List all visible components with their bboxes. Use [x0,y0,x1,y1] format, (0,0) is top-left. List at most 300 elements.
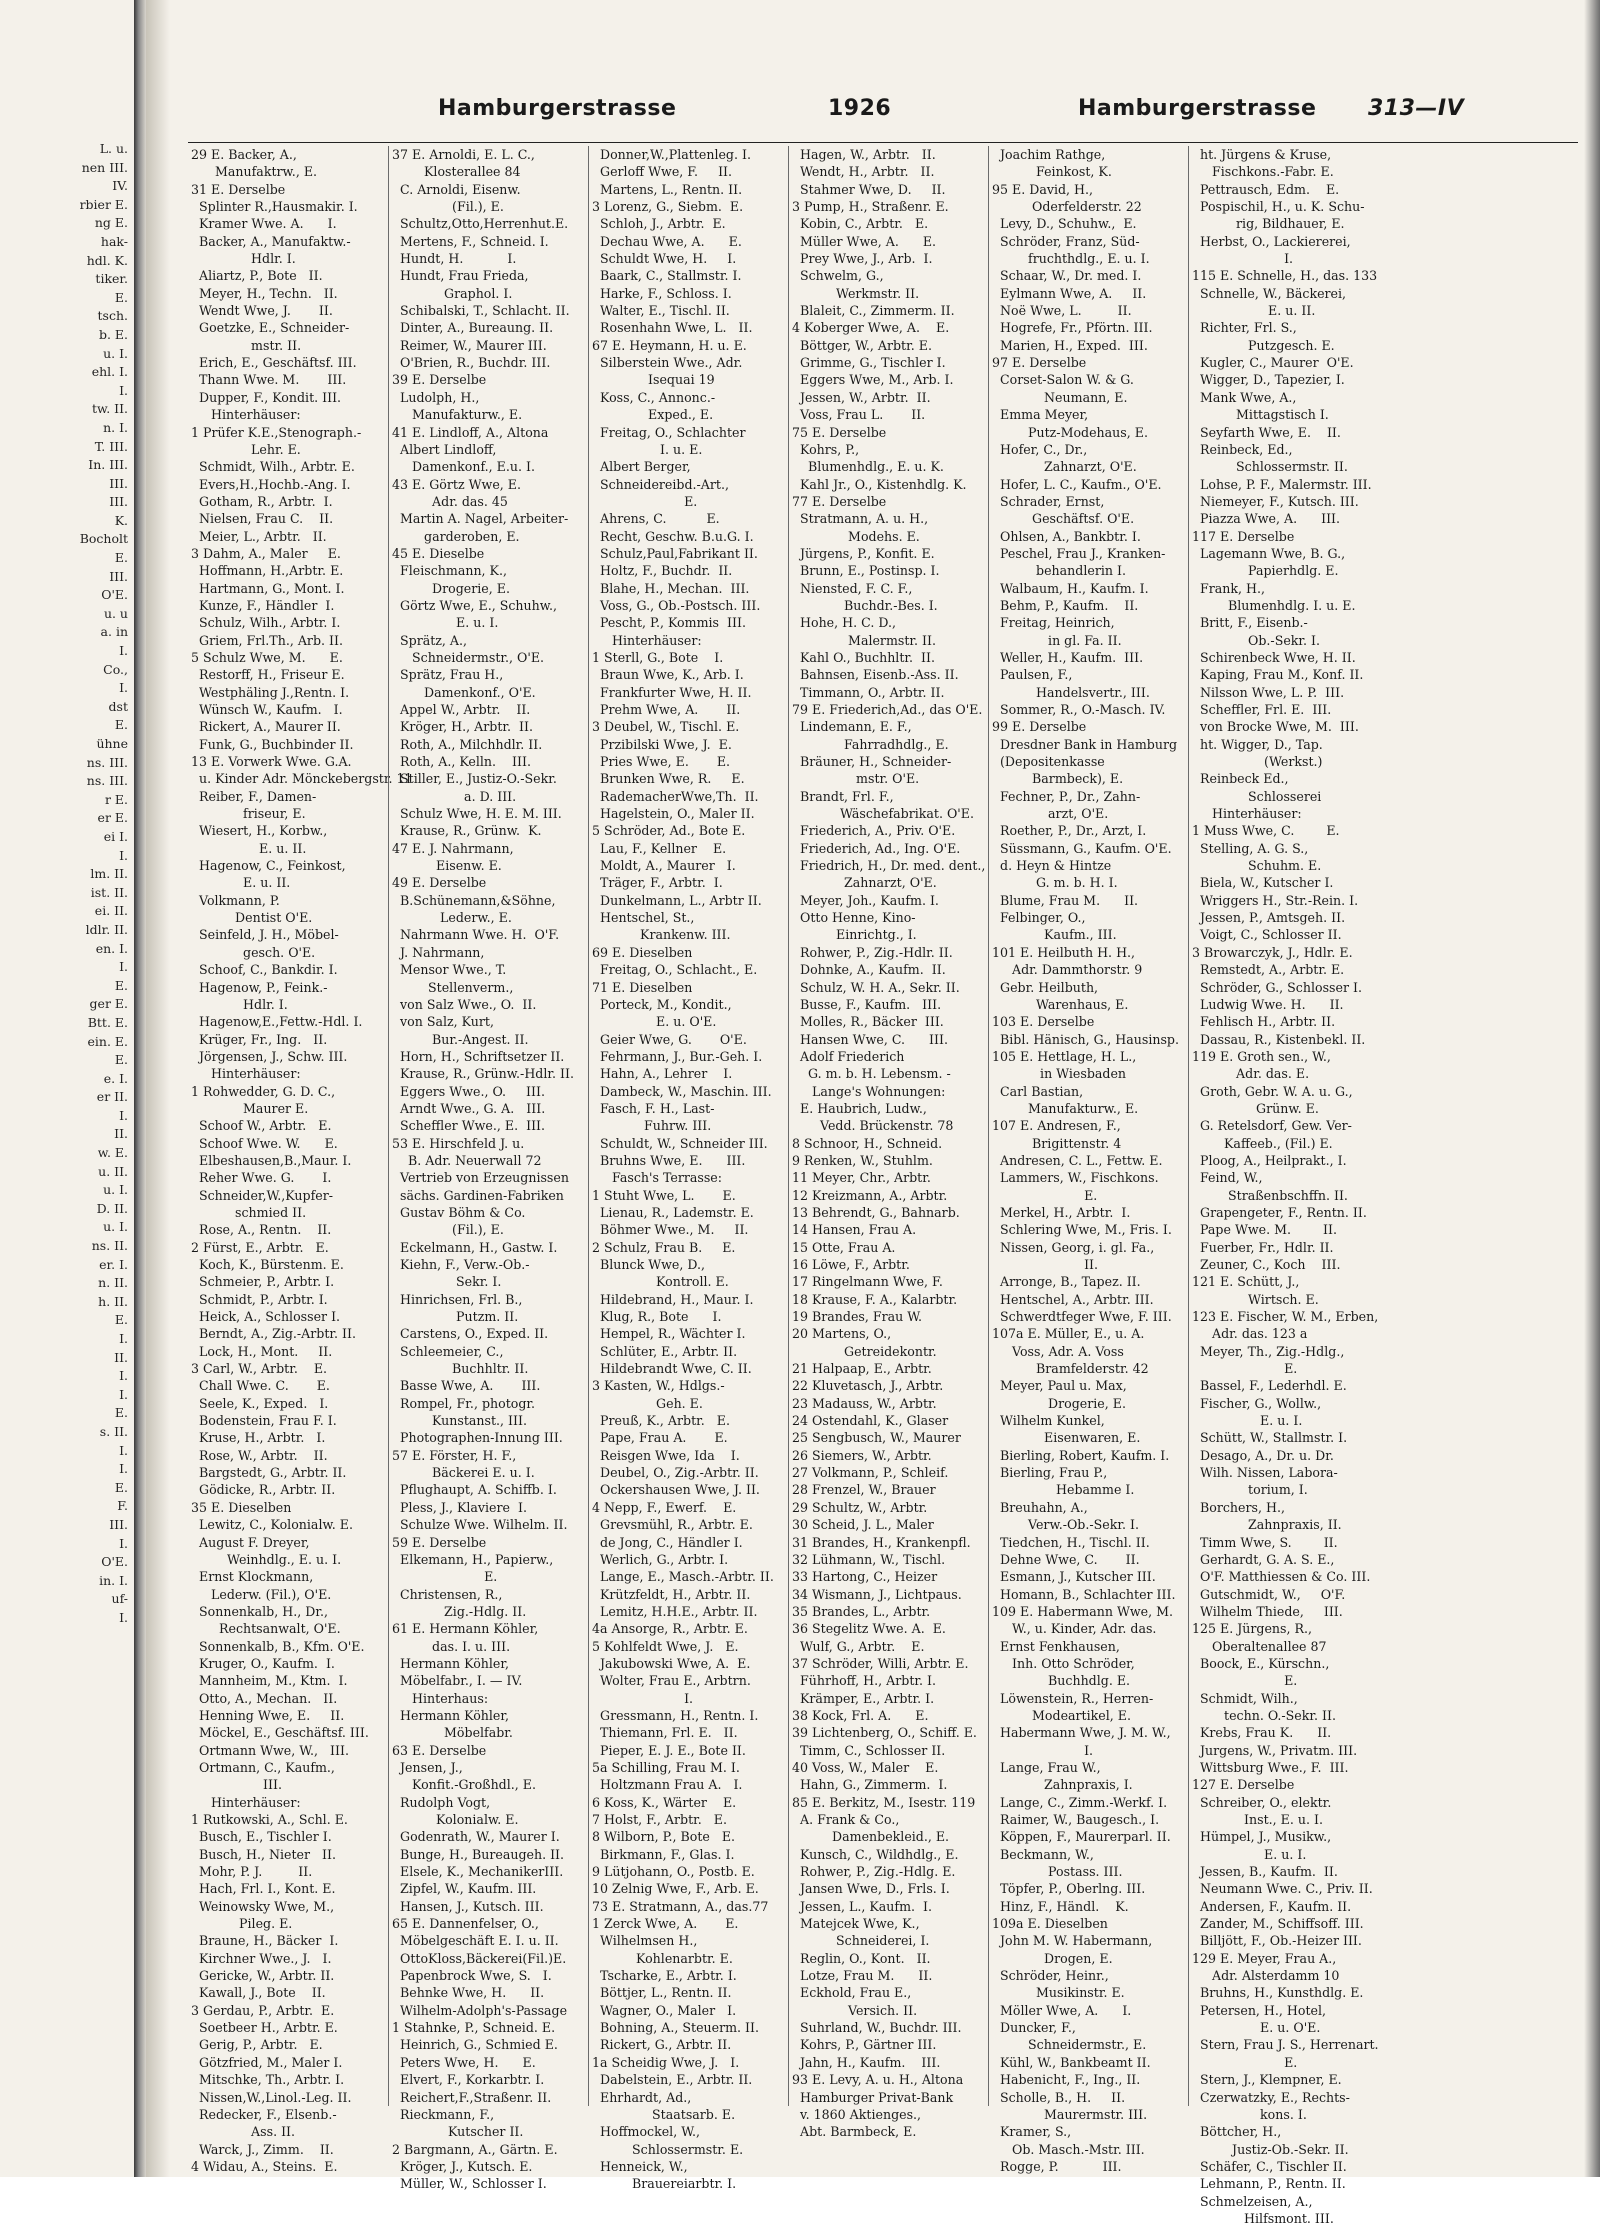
directory-entry-line: Schloh, J., Arbtr. E. [592,216,726,232]
directory-entry-line: Warck, J., Zimm. II. [191,2141,334,2157]
directory-entry-line: Braun Wwe, K., Arb. I. [592,667,744,683]
directory-entry-line: Roth, A., Kelln. III. [392,754,531,770]
directory-entry-line: von Salz, Kurt, [392,1014,494,1030]
directory-entry-line: Merkel, H., Arbtr. I. [992,1204,1131,1220]
facing-page-line: e. I. [103,1070,128,1086]
directory-entry-line: Eisenwaren, E. [992,1430,1141,1446]
directory-entry-line: Arndt Wwe., G. A. III. [392,1100,546,1116]
directory-column-6 [1188,146,1385,2226]
street-title-left: Hamburgerstrasse [438,96,677,121]
directory-entry-line: Moldt, A., Maurer I. [592,858,736,874]
directory-entry-line: Lehr. E. [191,441,301,457]
directory-page [188,90,1578,2226]
directory-entry-line: Ortmann Wwe, W., III. [191,1742,349,1758]
street-title-right: Hamburgerstrasse [1078,96,1317,121]
directory-entry-line: Gericke, W., Arbtr. II. [191,1968,335,1984]
facing-page-line: dst [108,698,128,714]
directory-entry-line: Bargstedt, G., Arbtr. II. [191,1465,347,1481]
facing-page-line: E. [114,977,128,993]
directory-entry-line: 28 Frenzel, W., Brauer [792,1482,936,1498]
facing-page-line: I. [119,643,128,659]
directory-entry-line: Schmelzeisen, A., [1192,2193,1313,2209]
directory-entry-line: ht. Wigger, D., Tap. [1192,736,1323,752]
directory-entry-line: Schneidermstr., O'E. [392,649,545,665]
directory-entry-line: Schlossermstr. II. [1192,459,1348,475]
directory-entry-line: Zig.-Hdlg. II. [392,1603,527,1619]
directory-entry-line: Sprätz, Frau H., [392,667,504,683]
directory-entry-line: Vedd. Brückenstr. 78 [792,1118,954,1134]
directory-entry-line: Blahe, H., Mechan. III. [592,580,750,596]
directory-entry-line: Kunsch, C., Wildhdlg., E. [792,1846,959,1862]
directory-entry-line: J. Nahrmann, [392,944,485,960]
directory-entry-line: Lohse, P. F., Malermstr. III. [1192,476,1372,492]
directory-entry-line: Recht, Geschw. B.u.G. I. [592,528,754,544]
directory-entry-line: August F. Dreyer, [191,1534,310,1550]
directory-entry-line: Weller, H., Kaufm. III. [992,649,1144,665]
directory-entry-line: Seyfarth Wwe, E. II. [1192,424,1341,440]
directory-entry-line: Kirchner Wwe., J. I. [191,1950,332,1966]
directory-entry-line: Eisenw. E. [392,858,502,874]
directory-column-4 [788,146,986,2140]
facing-page-line: ldlr. II. [85,921,128,937]
directory-entry-line: Bäckerei E. u. I. [392,1465,535,1481]
directory-entry-line: 1 Stuht Wwe, L. E. [592,1187,736,1203]
directory-entry-line: Müller, W., Schlosser I. [392,2176,547,2192]
directory-entry-line: Inh. Otto Schröder, [992,1655,1135,1671]
facing-page-line: E. [114,550,128,566]
directory-entry-line: Drogen, E. [992,1950,1113,1966]
directory-entry-line: 32 Lühmann, W., Tischl. [792,1551,946,1567]
directory-entry-line: 2 Schulz, Frau B. E. [592,1239,736,1255]
facing-page-line: er II. [96,1089,128,1105]
directory-entry-line: Kontroll. E. [592,1274,729,1290]
directory-entry-line: Jensen, J., [392,1759,463,1775]
directory-entry-line: Kunze, F., Händler I. [191,597,335,613]
directory-entry-line: Freitag, Heinrich, [992,615,1115,631]
directory-entry-line: Rose, A., Rentn. II. [191,1222,332,1238]
directory-entry-line: Ob.-Sekr. I. [1192,632,1321,648]
directory-entry-line: Henning Wwe, E. II. [191,1707,345,1723]
directory-entry-line: Putzm. II. [392,1309,519,1325]
directory-entry-line: Krüger, Fr., Ing. II. [191,1031,328,1047]
directory-entry-line: 59 E. Derselbe [392,1534,487,1550]
directory-entry-line: Homann, B., Schlachter III. [992,1586,1176,1602]
directory-entry-line: 29 E. Backer, A., [191,147,297,162]
directory-entry-line: Lammers, W., Fischkons. [992,1170,1159,1186]
directory-entry-line: Scheffler, Frl. E. III. [1192,702,1332,717]
directory-entry-line: 37 E. Arnoldi, E. L. C., [392,147,535,162]
directory-entry-line: Elkemann, H., Papierw., [392,1551,554,1567]
directory-entry-line: 4 Nepp, F., Ewerf. E. [592,1499,737,1515]
directory-entry-line: Godenrath, W., Maurer I. [392,1829,560,1845]
directory-entry-line: behandlerin I. [992,563,1126,579]
directory-entry-line: Wiesert, H., Korbw., [191,823,328,839]
directory-entry-line: Schwerdtfeger Wwe, F. III. [992,1309,1172,1325]
directory-entry-line: Brauereiarbtr. I. [592,2176,737,2192]
directory-entry-line: 99 E. Derselbe [992,719,1087,735]
facing-page-line: E. [114,1312,128,1328]
directory-entry-line: arzt, O'E. [992,806,1109,822]
directory-entry-line: Timm, C., Schlosser II. [792,1742,946,1758]
directory-entry-line: Schleemeier, C., [392,1343,504,1359]
facing-page-line: T. III. [94,438,128,454]
directory-entry-line: Kohrs, P., Gärtner III. [792,2037,937,2053]
directory-entry-line: Möbelfabr., I. — IV. [392,1673,523,1689]
directory-entry-line: Dupper, F., Kondit. III. [191,389,342,405]
directory-column-1 [188,146,413,2174]
directory-entry-line: 31 Brandes, H., Krankenpfl. [792,1534,971,1550]
facing-page-line: ei I. [103,828,128,844]
directory-entry-line: Roether, P., Dr., Arzt, I. [992,823,1147,839]
directory-entry-line: Aliartz, P., Bote II. [191,268,323,284]
directory-entry-line: Piazza Wwe, A. III. [1192,511,1341,527]
directory-entry-line: Christensen, R., [392,1586,503,1602]
directory-entry-line: Böttger, W., Arbtr. E. [792,337,932,353]
directory-entry-line: Ernst Klockmann, [191,1569,314,1585]
directory-entry-line: Grevsmühl, R., Arbtr. E. [592,1517,753,1533]
directory-entry-line: B.Schünemann,&Söhne, [392,892,556,908]
directory-entry-line: techn. O.-Sekr. II. [1192,1707,1336,1723]
directory-entry-line: Britt, F., Eisenb.- [1192,615,1308,631]
directory-entry-line: Schoof W., Arbtr. E. [191,1118,332,1134]
directory-entry-line: Dabelstein, E., Arbtr. II. [592,2072,753,2088]
directory-entry-line: Grünw. E. [1192,1100,1319,1116]
directory-entry-line: Duncker, F., [992,2020,1076,2036]
facing-page-line: hak- [100,233,128,249]
directory-entry-line: Reinbeck, Ed., [1192,441,1293,457]
directory-entry-line: Joachim Rathge, [992,147,1106,162]
directory-entry-line: Fehrmann, J., Bur.-Geh. I. [592,1048,763,1064]
directory-entry-line: Schreiber, O., elektr. [1192,1794,1332,1810]
directory-entry-line: Kaffeeb., (Fil.) E. [1192,1135,1333,1151]
directory-entry-line: 20 Martens, O., [792,1326,892,1342]
directory-entry-line: Wendt Wwe, J. II. [191,303,333,319]
directory-entry-line: Gerhardt, G. A. S. E., [1192,1551,1335,1567]
directory-entry-line: Soetbeer H., Arbtr. E. [191,2020,338,2036]
directory-entry-line: Töpfer, P., Oberlng. III. [992,1881,1146,1897]
facing-page-line: u. I. [103,1182,128,1198]
directory-entry-line: Hahn, A., Lehrer I. [592,1066,733,1082]
directory-entry-line: Dinter, A., Bureaung. II. [392,320,554,336]
directory-entry-line: Schulz, W. H. A., Sekr. II. [792,979,960,995]
directory-entry-line: Bur.-Angest. II. [392,1031,529,1047]
directory-entry-line: Wilh. Nissen, Labora- [1192,1465,1338,1481]
directory-entry-line: 23 Madauss, W., Arbtr. [792,1395,937,1411]
directory-entry-line: Andersen, F., Kaufm. II. [1192,1898,1352,1914]
facing-page-line: III. [109,494,128,510]
facing-page-line: O'E. [101,587,128,603]
directory-entry-line: 3 Kasten, W., Hdlgs.- [592,1378,725,1394]
facing-page-line: rbier E. [79,196,128,212]
directory-entry-line: Möckel, E., Geschäftsf. III. [191,1725,369,1741]
directory-entry-line: Redecker, F., Elsenb.- [191,2106,337,2122]
directory-entry-line: Jurgens, W., Privatm. III. [1192,1742,1358,1758]
directory-entry-line: Kahl O., Buchhltr. II. [792,649,935,665]
directory-entry-line: in Wiesbaden [992,1066,1127,1082]
directory-entry-line: Kutscher II. [392,2124,524,2140]
directory-entry-line: 17 Ringelmann Wwe, F. [792,1274,943,1290]
directory-entry-line: Bassel, F., Lederhdl. E. [1192,1378,1347,1394]
directory-entry-line: G. Retelsdorf, Gew. Ver- [1192,1118,1352,1134]
directory-entry-line: Stellenverm., [392,979,514,995]
directory-entry-line: Hach, Frl. I., Kont. E. [191,1881,336,1897]
directory-entry-line: Fuerber, Fr., Hdlr. II. [1192,1239,1334,1255]
directory-entry-line: Schuhm. E. [1192,858,1322,874]
directory-entry-line: E. [592,493,698,509]
directory-entry-line: Träger, F., Arbtr. I. [592,875,723,891]
directory-entry-line: 40 Voss, W., Maler E. [792,1759,939,1775]
directory-entry-line: Prey Wwe, J., Arb. I. [792,251,933,267]
directory-entry-line: Krützfeldt, H., Arbtr. II. [592,1586,751,1602]
directory-entry-line: Hofer, L. C., Kaufm., O'E. [992,476,1162,492]
directory-entry-line: E. [1192,1361,1298,1377]
directory-entry-line: Borchers, H., [1192,1499,1285,1515]
directory-entry-line: (Depositenkasse [992,754,1105,770]
directory-entry-line: Hümpel, J., Musikw., [1192,1829,1332,1845]
directory-entry-line: E. [1192,2054,1298,2070]
directory-entry-line: Frankfurter Wwe, H. II. [592,684,752,700]
directory-entry-line: Martens, L., Rentn. II. [592,181,743,197]
directory-entry-line: Gressmann, H., Rentn. I. [592,1707,759,1723]
directory-entry-line: Verw.-Ob.-Sekr. I. [992,1517,1139,1533]
directory-entry-line: 1 Rohwedder, G. D. C., [191,1083,336,1099]
directory-entry-line: RademacherWwe,Th. II. [592,788,759,804]
directory-entry-line: Silberstein Wwe., Adr. [592,355,743,371]
directory-entry-line: Schirenbeck Wwe, H. II. [1192,649,1356,665]
directory-entry-line: ht. Jürgens & Kruse, [1192,147,1332,162]
directory-entry-line: 13 E. Vorwerk Wwe. G.A. [191,754,352,770]
directory-entry-line: Kruger, O., Kaufm. I. [191,1655,335,1671]
directory-entry-line: Isequai 19 [592,372,715,388]
directory-entry-line: Busse, F., Kaufm. III. [792,996,942,1012]
directory-entry-line: Hinterhäuser: [191,407,301,423]
directory-entry-line: 26 Siemers, W., Arbtr. [792,1447,932,1463]
directory-entry-line: Hagenow, C., Feinkost, [191,858,346,874]
directory-entry-line: Splinter R.,Hausmakir. I. [191,199,358,215]
directory-entry-line: Albert Berger, [592,459,691,475]
directory-entry-line: Kröger, H., Arbtr. II. [392,719,534,735]
directory-entry-line: Freitag, O., Schlacht., E. [592,962,758,978]
directory-entry-line: Rose, W., Arbtr. II. [191,1447,328,1463]
directory-entry-line: 57 E. Förster, H. F., [392,1447,517,1463]
directory-entry-line: Wriggers H., Str.-Rein. I. [1192,892,1359,908]
directory-entry-line: Köppen, F., Maurerparl. II. [992,1829,1171,1845]
directory-entry-line: Kramer Wwe. A. I. [191,216,337,232]
directory-entry-line: Remstedt, A., Arbtr. E. [1192,962,1345,978]
directory-entry-line: E. u. I. [392,615,499,631]
directory-entry-line: fruchthdlg., E. u. I. [992,251,1150,267]
directory-entry-line: Blume, Frau M. II. [992,892,1139,908]
directory-entry-line: Voigt, C., Schlosser II. [1192,927,1342,943]
directory-entry-line: Evers,H.,Hochb.-Ang. I. [191,476,351,492]
directory-entry-line: Möller Wwe, A. I. [992,2002,1132,2018]
directory-entry-line: 41 E. Lindloff, A., Altona [392,424,549,440]
directory-entry-line: Schulz, Wilh., Arbtr. I. [191,615,341,631]
directory-entry-line: 97 E. Derselbe [992,355,1087,371]
directory-entry-line: Volkmann, P. [191,892,280,908]
directory-entry-line: Ob. Masch.-Mstr. III. [992,2141,1145,2157]
facing-page-line: u. II. [98,1163,128,1179]
directory-entry-line: mstr. II. [191,337,302,353]
directory-entry-line: Lau, F., Kellner E. [592,840,727,856]
facing-page-line: ns. III. [86,754,128,770]
directory-entry-line: Hundt, Frau Frieda, [392,268,529,284]
directory-entry-line: O'F. Matthiessen & Co. III. [1192,1569,1371,1585]
directory-entry-line: Blaleit, C., Zimmerm. II. [792,303,955,319]
directory-entry-line: Appel W., Arbtr. II. [392,702,531,717]
directory-entry-line: Otto, A., Mechan. II. [191,1690,338,1706]
directory-entry-line: 10 Zelnig Wwe, F., Arb. E. [592,1881,759,1897]
directory-entry-line: Deubel, O., Zig.-Arbtr. II. [592,1465,759,1481]
directory-entry-line: Peters Wwe, H. E. [392,2054,536,2070]
directory-entry-line: 61 E. Hermann Köhler, [392,1621,539,1637]
facing-page-line: tw. II. [91,401,128,417]
directory-entry-line: Fasch's Terrasse: [592,1170,723,1186]
directory-entry-line: Mitschke, Th., Arbtr. I. [191,2072,345,2088]
directory-entry-line: Matejcek Wwe, K., [792,1916,920,1932]
directory-entry-line: Dassau, R., Kistenbekl. II. [1192,1031,1366,1047]
directory-entry-line: I. [992,1742,1094,1758]
directory-entry-line: Reiber, F., Damen- [191,788,317,804]
directory-entry-line: Carl Bastian, [992,1083,1084,1099]
directory-entry-line: Pieper, E. J. E., Bote II. [592,1742,746,1758]
directory-entry-line: E. u. II. [1192,303,1316,319]
directory-entry-line: Funk, G., Buchbinder II. [191,736,354,752]
directory-entry-line: Vertrieb von Erzeugnissen [392,1170,569,1186]
directory-entry-line: Manufakturw., E. [392,407,523,423]
facing-page-line: I. [119,847,128,863]
directory-entry-line: Möbelgeschäft E. I. u. II. [392,1933,559,1949]
directory-entry-line: 125 E. Jürgens, R., [1192,1621,1313,1637]
directory-entry-line: Dentist O'E. [191,910,313,926]
facing-page-line: IV. [112,178,128,194]
directory-entry-line: Lewitz, C., Kolonialw. E. [191,1517,353,1533]
directory-entry-line: Bramfelderstr. 42 [992,1361,1149,1377]
directory-entry-line: Backer, A., Manufaktw.- [191,233,351,249]
directory-entry-line: Ludwig Wwe. H. II. [1192,996,1344,1012]
directory-entry-line: Nissen, Georg, i. gl. Fa., [992,1239,1155,1255]
directory-entry-line: Schnelle, W., Bäckerei, [1192,285,1347,301]
directory-entry-line: Schoof, C., Bankdir. I. [191,962,338,978]
directory-entry-line: Hinterhäuser: [1192,806,1302,822]
running-head [188,90,1578,143]
directory-entry-line: (Fil.), E. [392,199,504,215]
facing-page-line: h. II. [98,1293,128,1309]
directory-entry-line: Raimer, W., Baugesch., I. [992,1812,1160,1827]
directory-entry-line: Blumenhdlg. I. u. E. [1192,597,1356,613]
directory-entry-line: Reisgen Wwe, Ida I. [592,1447,740,1463]
directory-entry-line: rig, Bildhauer, E. [1192,216,1345,232]
directory-entry-line: E. u. II. [191,875,291,891]
directory-entry-line: Brunken Wwe, R. E. [592,771,745,787]
directory-entry-line: Reimer, W., Maurer III. [392,337,547,353]
directory-entry-line: Hentschel, A., Arbtr. III. [992,1291,1154,1307]
directory-entry-line: 5 Schulz Wwe, M. E. [191,649,343,665]
directory-entry-line: Hohe, H. C. D., [792,615,896,631]
directory-entry-line: Schlüter, E., Arbtr. II. [592,1343,738,1359]
directory-entry-line: Restorff, H., Friseur E. [191,667,345,683]
directory-entry-line: Pettrausch, Edm. E. [1192,181,1340,197]
directory-entry-line: Kohrs, P., [792,441,860,457]
directory-entry-line: Schoof Wwe. W. E. [191,1135,338,1151]
directory-entry-line: 3 Browarczyk, J., Hdlr. E. [1192,944,1353,960]
directory-entry-line: Adolf Friederich [792,1048,905,1064]
directory-entry-line: Schrader, Ernst, [992,493,1105,509]
directory-entry-line: 15 Otte, Frau A. [792,1239,896,1255]
directory-entry-line: Schuldt Wwe, H. I. [592,251,737,267]
directory-entry-line: Holtz, F., Buchdr. II. [592,563,733,579]
directory-entry-line: 4 Koberger Wwe, A. E. [792,320,950,336]
directory-entry-line: Dresdner Bank in Hamburg [992,736,1178,752]
directory-entry-line: Schaar, W., Dr. med. I. [992,268,1142,284]
directory-entry-line: Schmidt, Wilh., Arbtr. E. [191,459,355,475]
directory-entry-line: Wilhelm Kunkel, [992,1413,1105,1429]
facing-page-line: F. [117,1498,128,1514]
directory-entry-line: Kohlenarbtr. E. [592,1950,733,1966]
directory-entry-line: Peschel, Frau J., Kranken- [992,545,1166,561]
directory-entry-line: 79 E. Friederich,Ad., das O'E. [792,702,983,717]
directory-column-5 [988,146,1185,2174]
directory-entry-line: Rechtsanwalt, O'E. [191,1621,341,1637]
directory-entry-line: Birkmann, F., Glas. I. [592,1846,735,1862]
directory-entry-line: Fasch, F. H., Last- [592,1100,715,1116]
facing-page-line: II. [114,1349,128,1365]
directory-entry-line: mstr. O'E. [792,771,920,787]
directory-entry-line: O'Brien, R., Buchdr. III. [392,355,551,371]
directory-entry-line: Buchhltr. II. [392,1361,529,1377]
facing-page-line: I. [119,1535,128,1551]
directory-entry-line: Ludolph, H., [392,389,480,405]
directory-entry-line: Habenicht, F., Ing., II. [992,2072,1141,2088]
directory-entry-line: Dechau Wwe, A. E. [592,233,742,249]
directory-entry-line: 39 E. Derselbe [392,372,487,388]
directory-entry-line: 73 E. Stratmann, A., das.77 [592,1898,769,1914]
directory-entry-line: Zahnpraxis, II. [1192,1517,1342,1533]
directory-entry-line: 95 E. David, H., [992,181,1094,197]
directory-entry-line: Schulz Wwe, H. E. M. III. [392,806,562,822]
directory-entry-line: Mittagstisch I. [1192,407,1329,423]
directory-entry-line: 49 E. Derselbe [392,875,487,891]
directory-entry-line: Möbelfabr. [392,1725,513,1741]
directory-entry-line: Sprätz, A., [392,632,468,648]
directory-entry-line: Lange, C., Zimm.-Werkf. I. [992,1794,1168,1810]
directory-entry-line: Schütt, W., Stallmstr. I. [1192,1430,1348,1446]
directory-entry-line: Schulz,Paul,Fabrikant II. [592,545,758,561]
directory-entry-line: Hentschel, St., [592,910,695,926]
directory-entry-line: Wäschefabrikat. O'E. [792,806,974,822]
directory-entry-line: E. u. O'E. [1192,2020,1321,2036]
directory-entry-line: Hundt, H. I. [392,251,517,267]
directory-entry-line: Drogerie, E. [992,1395,1126,1411]
directory-entry-line: Hdlr. I. [191,251,296,267]
directory-entry-line: 101 E. Heilbuth H. H., [992,944,1136,960]
directory-entry-line: Meyer, Paul u. Max, [992,1378,1127,1394]
directory-entry-line: 5 Kohlfeldt Wwe, J. E. [592,1638,739,1654]
directory-entry-line: III. [191,1777,282,1793]
directory-entry-line: 35 E. Dieselben [191,1499,292,1515]
directory-entry-line: Ernst Fenkhausen, [992,1638,1120,1654]
directory-entry-line: Carstens, O., Exped. II. [392,1326,549,1342]
directory-entry-line: Elvert, F., Korkarbtr. I. [392,2072,545,2088]
directory-entry-line: Kröger, J., Kutsch. E. [392,2158,533,2174]
directory-entry-line: Freitag, O., Schlachter [592,424,746,440]
directory-entry-line: Jessen, W., Arbtr. II. [792,389,931,405]
directory-entry-line: Griem, Frl.Th., Arb. II. [191,632,343,648]
directory-entry-line: Rickert, G., Arbtr. II. [592,2037,732,2053]
directory-entry-line: Staatsarb. E. [592,2106,736,2122]
directory-entry-line: Wirtsch. E. [1192,1291,1319,1307]
directory-entry-line: Fleischmann, K., [392,563,507,579]
